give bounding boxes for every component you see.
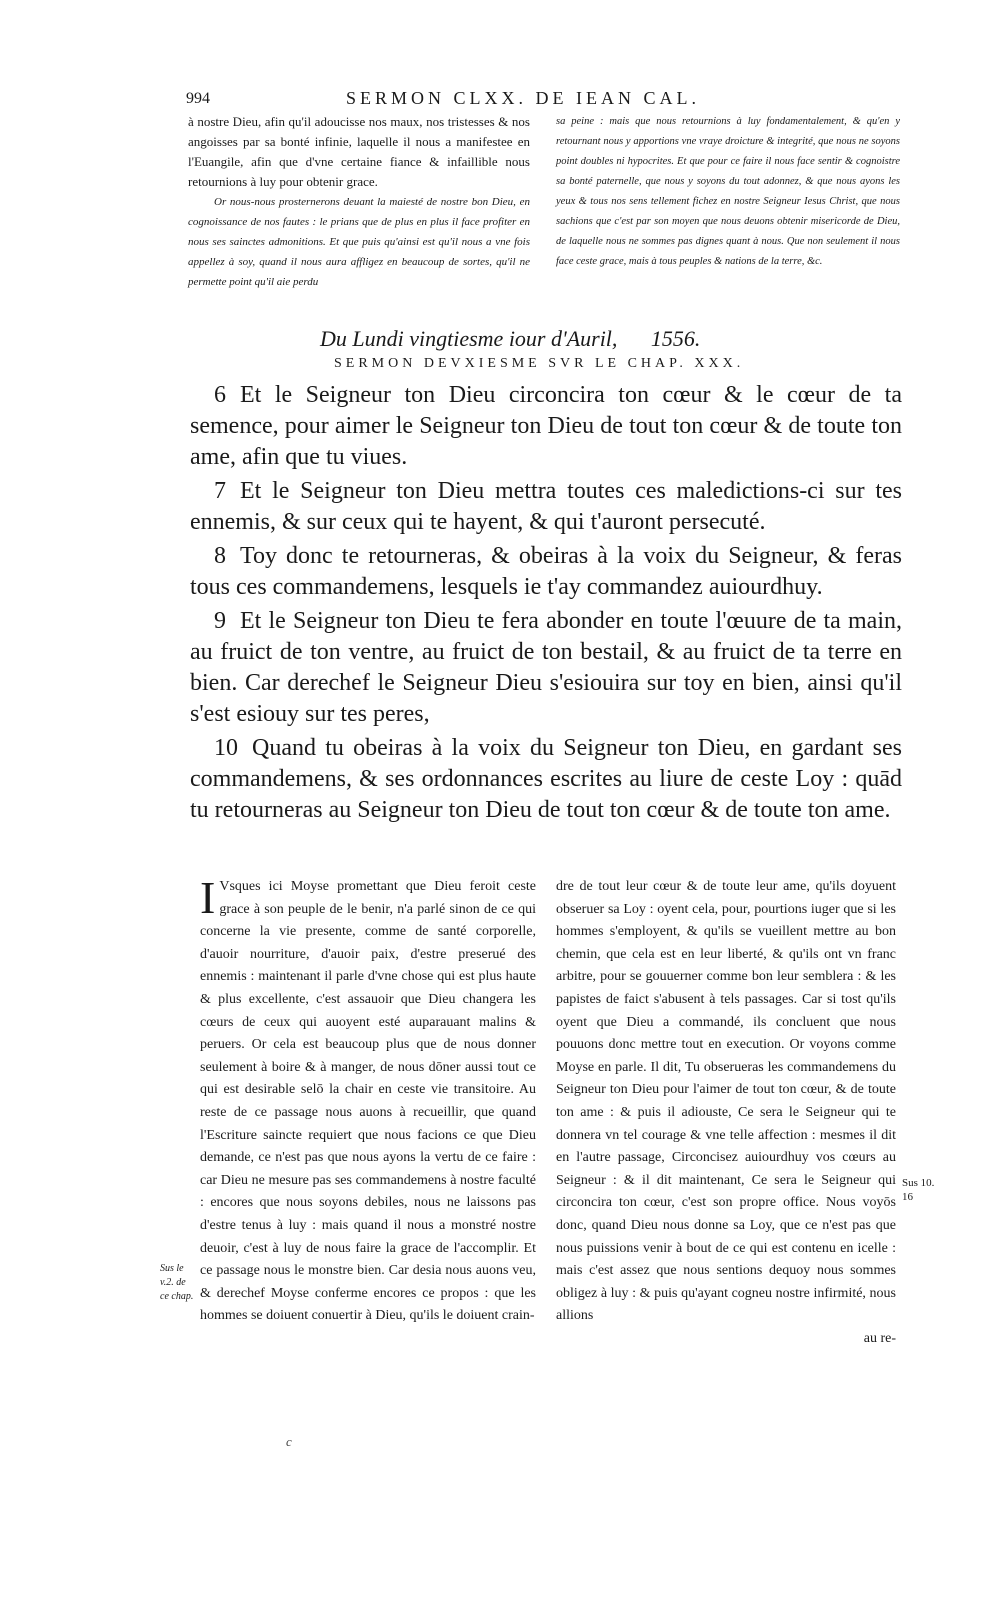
verse-number: 9	[214, 608, 226, 634]
verse-text: Et le Seigneur ton Dieu circoncira ton cœur & le cœur de ta semence, pour aimer le Seigneur ton Dieu de tout ton cœur & de toute ton ame, afin que tu viues.	[190, 382, 902, 470]
drop-cap: I	[200, 872, 216, 923]
verse-number: 7	[214, 478, 226, 504]
prayer-left-column	[188, 112, 530, 292]
body-left-text: Vsques ici Moyse promettant que Dieu feroit ceste grace à son peuple de le benir, n'a parlé sinon de ce qui concerne la vie presente, comme de santé corporelle, d'auoir nourriture, d'auoir paix, d'estre preserué des ennemis : maintenant il parle d'vne chose qui est plus haute & plus excellente, c'est assauoir que Dieu changera les cœurs de ceux qui auoyent esté auparauant malins & peruers. Or cela est beaucoup plus que de nous donner seulement à boire & à manger, de nous dōner aussi tout ce qui est desirable selō la chair en ceste vie transitoire. Au reste de ce passage nous auons à recueillir, que quand l'Escriture saincte requiert que nous facions ce que Dieu demande, ce n'est pas que nous ayons la vertu de ce faire : car Dieu ne mesure pas ses commandemens à nostre faculté : encores que nous soyons debiles, nous ne laissons pas d'estre tenus à luy : mais quand il nous a monstré nostre deuoir, c'est à luy de nous faire la grace de l'accomplir. Et ce passage nous le monstre bien. Car desia nous auons veu, & derechef Moyse conferme encores ce propos : que les hommes se doiuent conuertir à Dieu, qu'ils le doiuent crain-	[200, 879, 536, 1324]
verse-text: Toy donc te retourneras, & obeiras à la voix du Seigneur, & feras tous ces commandemens, lesquels ie t'ay commandez auiourdhuy.	[190, 543, 902, 600]
verse	[190, 380, 902, 473]
sermon-date-text: Du Lundi vingtiesme iour d'Auril,	[320, 326, 618, 351]
scripture-verses	[190, 380, 902, 829]
prayer-paragraph-1: à nostre Dieu, afin qu'il adoucisse nos maux, nos tristesses & nos angoisses par sa bonté infinie, laquelle il nous a manifestee en l'Euangile, afin que d'vne certaine fiance & infaillible nous retournions à luy pour obtenir grace.	[188, 114, 530, 189]
verse-text: Et le Seigneur ton Dieu te fera abonder en toute l'œuure de ta main, au fruict de ton ventre, au fruict de ton bestail, & au fruict de ta terre en bien. Car derechef le Seigneur Dieu s'esiouira sur toy en bien, ainsi qu'il s'est esiouy sur tes peres,	[190, 608, 902, 727]
sermon-body-right-column	[556, 876, 896, 1350]
verse-number: 10	[214, 735, 238, 761]
verse-text: Quand tu obeiras à la voix du Seigneur ton Dieu, en gardant ses commandemens, & ses ordonnances escrites au liure de ceste Loy : quād tu retourneras au Seigneur ton Dieu de tout ton cœur & de toute ton ame.	[190, 735, 902, 823]
verse	[190, 733, 902, 826]
sermon-date	[320, 326, 700, 352]
verse-text: Et le Seigneur ton Dieu mettra toutes ces maledictions-ci sur tes ennemis, & sur ceux qui te hayent, & qui t'auront persecuté.	[190, 478, 902, 535]
verse-number: 6	[214, 382, 226, 408]
sermon-year: 1556.	[650, 326, 701, 351]
running-title: SERMON CLXX. DE IEAN CAL.	[346, 88, 700, 108]
sermon-heading: SERMON DEVXIESME SVR LE CHAP. XXX.	[334, 356, 745, 371]
body-right-text: dre de tout leur cœur & de toute leur ame, qu'ils doyuent obseruer sa Loy : oyent cela, pour, pourtions iuger que si les hommes s'employent, & qu'ils se vueillent mettre au bon chemin, que cela est en leur liberté, & qu'ils ont vn franc arbitre, pour se gouuerner comme bon leur semblera : & les papistes de faict s'abusent à tels passages. Car si tost qu'ils oyent que Dieu a commandé, ils concluent que nous pouuons donc mettre tout en execution. Or voyons comme Moyse en parle. Il dit, Tu obserueras les commandemens du Seigneur ton Dieu pour l'aimer de tout ton cœur, & de toute ton ame : & puis il adiouste, Ce sera le Seigneur qui te donnera vn tel courage & vne telle affection : mesmes il dit en l'autre passage, Circoncisez auiourdhuy vos cœurs au Seigneur : & il dit maintenant, Ce sera le Seigneur qui circoncira ton cœur, c'est son propre office. Nous voyōs donc, quand Dieu nous donne sa Loy, que ce n'est pas que nous puissions venir à bout de ce qui est contenu en icelle : mais c'est assez que nous sentions dequoy nous sommes obligez à luy : & puis qu'ayant cogneu nostre infirmité, nous allions	[556, 879, 896, 1324]
verse	[190, 541, 902, 603]
sermon-body-left-text	[200, 872, 536, 1328]
sermon-body-left-column	[200, 872, 536, 1328]
catchword: au re-	[863, 1330, 896, 1346]
verse	[190, 476, 902, 538]
margin-note-right: Sus 10. 16	[902, 1177, 935, 1203]
stray-ink-mark: c	[286, 1434, 292, 1449]
verse-number: 8	[214, 543, 226, 569]
verse	[190, 606, 902, 730]
running-head	[186, 88, 906, 114]
margin-note-left: Sus le v.2. de ce chap.	[160, 1263, 194, 1302]
page-number: 994	[186, 90, 210, 107]
prayer-right-text: sa peine : mais que nous retournions à luy fondamentalement, & qu'en y retournant nous y apportions vne vraye droicture & integrité, que nous ne soyons point doubles ni hypocrites. Et que pour ce faire il nous face sentir & cognoistre sa bonté paternelle, que nous y soyons du tout adonnez, & que nous ayons les yeux & tous nos sens tellement fichez en nostre Seigneur Iesus Christ, que nous sachions que c'est par son moyen que nous deuons obtenir misericorde de Dieu, de laquelle nous ne sommes pas dignes quant à nous. Que non seulement il nous face ceste grace, mais à tous peuples & nations de la terre, &c.	[556, 116, 900, 267]
prayer-paragraph-2: Or nous-nous prosternerons deuant la maiesté de nostre bon Dieu, en cognoissance de nos fautes : le prians que de plus en plus il face profiter en nous ses sainctes admonitions. Et que puis qu'ainsi est qu'il nous a vne fois appellez à soy, quand il nous aura affligez en beaucoup de sortes, qu'il ne permette point qu'il aie perdu	[188, 196, 530, 288]
prayer-right-column	[556, 112, 900, 272]
